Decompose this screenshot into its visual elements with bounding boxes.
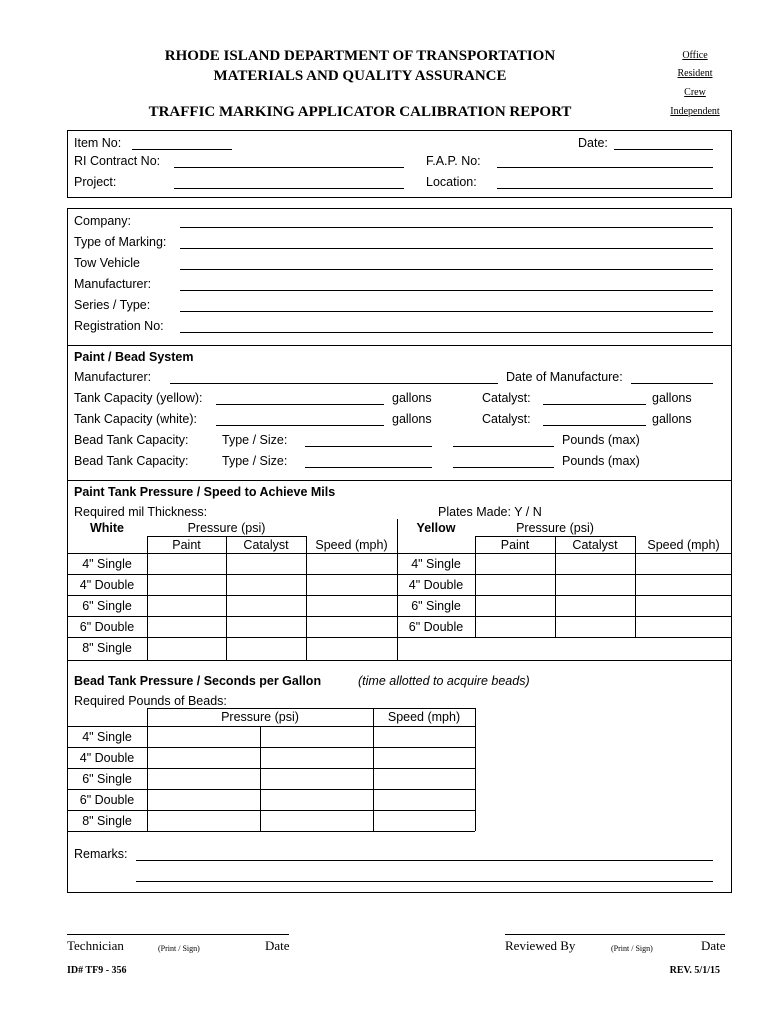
- location-field[interactable]: [497, 188, 713, 189]
- option-resident[interactable]: Resident: [677, 68, 713, 79]
- bead-pressure-heading: Pressure (psi): [221, 710, 299, 724]
- item-no-label: Item No:: [74, 136, 122, 150]
- technician-date-label: Date: [265, 938, 290, 953]
- paint-bead-title: Paint / Bead System: [74, 350, 194, 364]
- grid-line: [67, 726, 475, 727]
- print-sign-note: (Print / Sign): [158, 944, 200, 953]
- option-independent[interactable]: Independent: [670, 106, 720, 117]
- bead-row-label: 6" Double: [79, 793, 135, 807]
- required-mil-label: Required mil Thickness:: [74, 505, 208, 519]
- pounds-label: Pounds (max): [562, 454, 640, 468]
- fap-field[interactable]: [497, 167, 713, 168]
- project-field[interactable]: [174, 188, 404, 189]
- white-row-label: 4" Double: [79, 578, 135, 592]
- grid-line: [67, 768, 475, 769]
- grid-line: [67, 637, 732, 638]
- catalyst-label: Catalyst:: [482, 391, 531, 405]
- paint-col: Paint: [172, 538, 201, 552]
- type-size-label: Type / Size:: [222, 454, 288, 468]
- department-heading: RHODE ISLAND DEPARTMENT OF TRANSPORTATION: [164, 48, 556, 64]
- yellow-row-label: 4" Double: [408, 578, 464, 592]
- catalyst-label: Catalyst:: [482, 412, 531, 426]
- location-label: Location:: [426, 175, 477, 189]
- divider: [67, 345, 732, 346]
- contract-label: RI Contract No:: [74, 154, 161, 168]
- grid-line: [475, 536, 476, 637]
- contract-field[interactable]: [174, 167, 404, 168]
- white-row-label: 8" Single: [82, 641, 132, 655]
- speed-col: Speed (mph): [315, 538, 388, 552]
- marking-type-label: Type of Marking:: [74, 235, 167, 249]
- plates-made-label[interactable]: Plates Made: Y / N: [438, 505, 542, 519]
- grid-line: [555, 536, 556, 637]
- bead-title: Bead Tank Pressure / Seconds per Gallon: [74, 674, 322, 688]
- option-office[interactable]: Office: [682, 50, 708, 61]
- pressure-psi-heading: Pressure (psi): [187, 521, 266, 535]
- yellow-row-label: 4" Single: [411, 557, 461, 571]
- company-field[interactable]: [180, 227, 713, 228]
- type-size-field[interactable]: [305, 446, 432, 447]
- grid-line: [475, 708, 476, 831]
- date-field[interactable]: [614, 149, 713, 150]
- yellow-row-label: 6" Double: [408, 620, 464, 634]
- item-no-field[interactable]: [132, 149, 232, 150]
- reviewed-by-label: Reviewed By: [505, 938, 576, 953]
- project-label: Project:: [74, 175, 117, 189]
- technician-signature-line[interactable]: [67, 934, 289, 935]
- company-label: Company:: [74, 214, 131, 228]
- tow-vehicle-label: Tow Vehicle: [74, 256, 141, 270]
- tow-vehicle-field[interactable]: [180, 269, 713, 270]
- tank-white-label: Tank Capacity (white):: [74, 412, 197, 426]
- series-type-label: Series / Type:: [74, 298, 151, 312]
- grid-line: [67, 810, 475, 811]
- catalyst-col: Catalyst: [243, 538, 289, 552]
- grid-line: [260, 726, 261, 831]
- divider: [67, 480, 732, 481]
- pounds-field[interactable]: [453, 467, 554, 468]
- catalyst-white-field[interactable]: [543, 425, 646, 426]
- remarks-field[interactable]: [136, 860, 713, 861]
- grid-line: [306, 536, 307, 660]
- fap-label: F.A.P. No:: [426, 154, 481, 168]
- manufacturer-field[interactable]: [180, 290, 713, 291]
- white-row-label: 6" Single: [82, 599, 132, 613]
- pressure-psi-heading: Pressure (psi): [516, 521, 594, 535]
- bead-tank-label: Bead Tank Capacity:: [74, 433, 189, 447]
- reviewer-date-label: Date: [701, 938, 726, 953]
- date-mfg-field[interactable]: [631, 383, 713, 384]
- registration-label: Registration No:: [74, 319, 164, 333]
- grid-line: [67, 747, 475, 748]
- pb-manufacturer-field[interactable]: [170, 383, 498, 384]
- type-size-label: Type / Size:: [222, 433, 288, 447]
- grid-line: [373, 708, 374, 831]
- catalyst-col: Catalyst: [572, 538, 618, 552]
- white-heading: White: [89, 521, 125, 535]
- option-crew[interactable]: Crew: [684, 87, 706, 98]
- division-heading: MATERIALS AND QUALITY ASSURANCE: [213, 68, 507, 84]
- bead-row-label: 4" Double: [79, 751, 135, 765]
- remarks-label: Remarks:: [74, 847, 128, 861]
- speed-col: Speed (mph): [647, 538, 720, 552]
- catalyst-yellow-field[interactable]: [543, 404, 646, 405]
- tank-white-field[interactable]: [216, 425, 384, 426]
- pressure-title: Paint Tank Pressure / Speed to Achieve Mils: [74, 485, 336, 499]
- technician-label: Technician: [67, 938, 124, 953]
- pounds-field[interactable]: [453, 446, 554, 447]
- grid-line: [635, 536, 636, 637]
- gallons-label: gallons: [652, 412, 692, 426]
- series-type-field[interactable]: [180, 311, 713, 312]
- grid-line: [67, 553, 732, 554]
- gallons-label: gallons: [392, 412, 432, 426]
- marking-type-field[interactable]: [180, 248, 713, 249]
- grid-line: [226, 536, 227, 660]
- pounds-label: Pounds (max): [562, 433, 640, 447]
- white-row-label: 4" Single: [82, 557, 132, 571]
- pb-manufacturer-label: Manufacturer:: [74, 370, 152, 384]
- bead-note: (time allotted to acquire beads): [358, 674, 530, 688]
- required-beads-label: Required Pounds of Beads:: [74, 694, 227, 708]
- bead-speed-heading: Speed (mph): [387, 710, 461, 724]
- print-sign-note: (Print / Sign): [611, 944, 653, 953]
- manufacturer-label: Manufacturer:: [74, 277, 152, 291]
- reviewer-signature-line[interactable]: [505, 934, 725, 935]
- grid-line: [67, 789, 475, 790]
- bead-row-label: 6" Single: [82, 772, 132, 786]
- date-label: Date:: [578, 136, 608, 150]
- tank-yellow-field[interactable]: [216, 404, 384, 405]
- revision: REV. 5/1/15: [669, 965, 720, 976]
- registration-field[interactable]: [180, 332, 713, 333]
- gallons-label: gallons: [392, 391, 432, 405]
- form-title: TRAFFIC MARKING APPLICATOR CALIBRATION REPORT: [148, 104, 572, 120]
- grid-line: [147, 708, 148, 831]
- grid-line: [67, 616, 732, 617]
- grid-line: [67, 574, 732, 575]
- tank-yellow-label: Tank Capacity (yellow):: [74, 391, 203, 405]
- gallons-label: gallons: [652, 391, 692, 405]
- grid-line: [67, 831, 475, 832]
- divider: [67, 660, 732, 661]
- grid-line: [147, 536, 148, 660]
- form-id: ID# TF9 - 356: [67, 965, 127, 976]
- white-row-label: 6" Double: [79, 620, 135, 634]
- grid-line: [67, 595, 732, 596]
- yellow-row-label: 6" Single: [411, 599, 461, 613]
- remarks-field-line2[interactable]: [136, 881, 713, 882]
- paint-col: Paint: [500, 538, 530, 552]
- yellow-heading: Yellow: [416, 521, 456, 535]
- bead-row-label: 4" Single: [82, 730, 132, 744]
- type-size-field[interactable]: [305, 467, 432, 468]
- bead-row-label: 8" Single: [82, 814, 132, 828]
- bead-tank-label: Bead Tank Capacity:: [74, 454, 189, 468]
- grid-line: [147, 708, 475, 709]
- date-mfg-label: Date of Manufacture:: [506, 370, 623, 384]
